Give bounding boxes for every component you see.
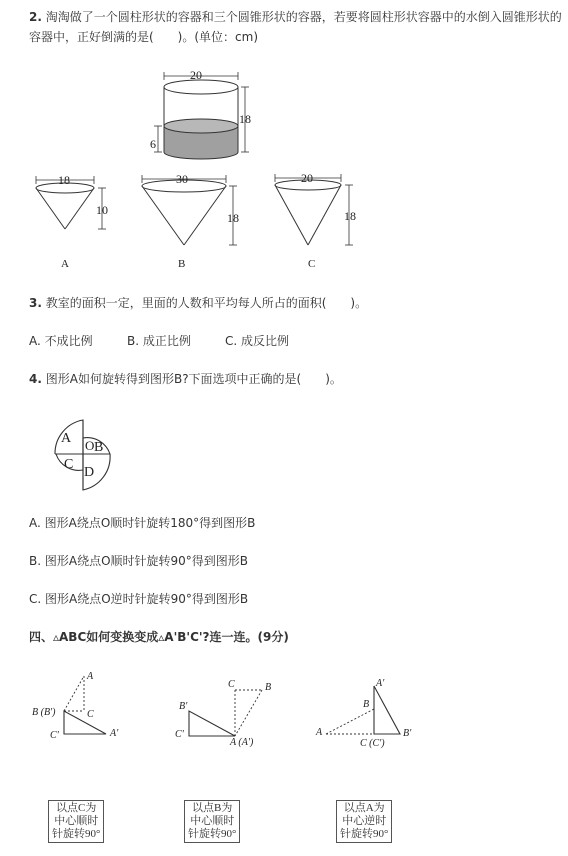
cone-c-label: C bbox=[308, 258, 316, 270]
fig3-label-b: B bbox=[363, 699, 370, 710]
box2-line2: 中心顺时 bbox=[190, 815, 235, 827]
fig1-label-a2: A' bbox=[110, 728, 119, 739]
cylinder-height: 18 bbox=[239, 112, 251, 126]
fig2-label-c2: C' bbox=[175, 729, 184, 740]
fig2-label-b2: B' bbox=[179, 701, 188, 712]
rotation-box-2[interactable] bbox=[184, 800, 240, 843]
section4-title: 四、▵ABC如何变换变成▵A'B'C'?连一连。(9分) bbox=[29, 630, 289, 644]
q4-option-b[interactable]: B. 图形A绕点O顺时针旋转90°得到图形B bbox=[29, 554, 249, 568]
pinwheel-label-b: B bbox=[94, 440, 104, 455]
fig3-label-a2: A' bbox=[376, 678, 385, 689]
cylinder-diameter: 20 bbox=[190, 68, 202, 82]
transform-figure-1 bbox=[28, 666, 138, 746]
fig2-label-c: C bbox=[228, 679, 235, 690]
q3-option-a[interactable]: A. 不成比例 bbox=[29, 334, 93, 348]
transform-figure-2 bbox=[172, 674, 292, 754]
q4-option-c[interactable]: C. 图形A绕点O逆时针旋转90°得到图形B bbox=[29, 592, 249, 606]
rotation-box-1[interactable] bbox=[48, 800, 104, 843]
q3-option-c[interactable]: C. 成反比例 bbox=[225, 334, 290, 348]
fig2-label-a: A (A') bbox=[230, 737, 254, 748]
cone-a-figure bbox=[30, 172, 120, 252]
cone-b-label: B bbox=[178, 258, 186, 270]
cone-b-height: 18 bbox=[227, 211, 239, 225]
pinwheel-label-a: A bbox=[61, 431, 72, 446]
cylinder-water-height: 6 bbox=[150, 137, 156, 151]
box1-line3: 针旋转90° bbox=[52, 828, 101, 840]
cone-c-diameter: 20 bbox=[301, 171, 313, 185]
q3-number: 3. bbox=[29, 296, 42, 310]
fig3-label-c: C (C') bbox=[360, 738, 385, 749]
box2-line1: 以点B为 bbox=[192, 802, 233, 814]
cone-c-height: 18 bbox=[344, 209, 356, 223]
cone-a-label: A bbox=[61, 258, 69, 270]
fig1-label-b: B (B') bbox=[32, 707, 56, 718]
cone-a-height: 10 bbox=[96, 203, 108, 217]
box3-line1: 以点A为 bbox=[343, 802, 385, 814]
fig1-label-c2: C' bbox=[50, 730, 59, 741]
q3-option-b[interactable]: B. 成正比例 bbox=[127, 334, 191, 348]
pinwheel-label-d: D bbox=[84, 465, 95, 480]
q2-text-line2: 容器中，正好倒满的是( )。(单位：cm) bbox=[29, 30, 259, 44]
fig1-label-c: C bbox=[87, 709, 94, 720]
q2-number: 2. bbox=[29, 10, 42, 24]
cylinder-figure bbox=[140, 66, 260, 166]
cone-c-figure bbox=[268, 170, 368, 254]
fig3-label-a: A bbox=[316, 727, 323, 738]
pinwheel-label-o: O bbox=[85, 438, 95, 453]
q2-text-line1 bbox=[29, 6, 562, 28]
q4-option-a[interactable]: A. 图形A绕点O顺时针旋转180°得到图形B bbox=[29, 516, 256, 530]
box2-line3: 针旋转90° bbox=[188, 828, 237, 840]
pinwheel-label-c: C bbox=[64, 457, 74, 472]
q4-stem: 图形A如何旋转得到图形B?下面选项中正确的是( )。 bbox=[45, 372, 342, 386]
q2-stem: 淘淘做了一个圆柱形状的容器和三个圆锥形状的容器，若要将圆柱形状容器中的水倒入圆锥形状的 bbox=[45, 10, 562, 24]
cone-b-figure bbox=[136, 170, 246, 254]
box1-line2: 中心顺时 bbox=[54, 815, 99, 827]
cone-b-diameter: 30 bbox=[176, 172, 188, 186]
fig2-label-b: B bbox=[265, 682, 272, 693]
q4-number: 4. bbox=[29, 372, 42, 386]
cone-a-diameter: 18 bbox=[58, 173, 70, 187]
transform-figure-3 bbox=[312, 674, 432, 760]
fig3-label-b2: B' bbox=[403, 728, 412, 739]
rotation-box-3[interactable] bbox=[336, 800, 392, 843]
box3-line2: 中心逆时 bbox=[342, 815, 387, 827]
pinwheel-figure bbox=[50, 414, 120, 494]
q3-stem: 教室的面积一定，里面的人数和平均每人所占的面积( )。 bbox=[45, 296, 368, 310]
fig1-label-a: A bbox=[87, 671, 94, 682]
q4-text bbox=[29, 368, 342, 390]
q3-text bbox=[29, 292, 367, 314]
box1-line1: 以点C为 bbox=[56, 802, 97, 814]
box3-line3: 针旋转90° bbox=[340, 828, 389, 840]
